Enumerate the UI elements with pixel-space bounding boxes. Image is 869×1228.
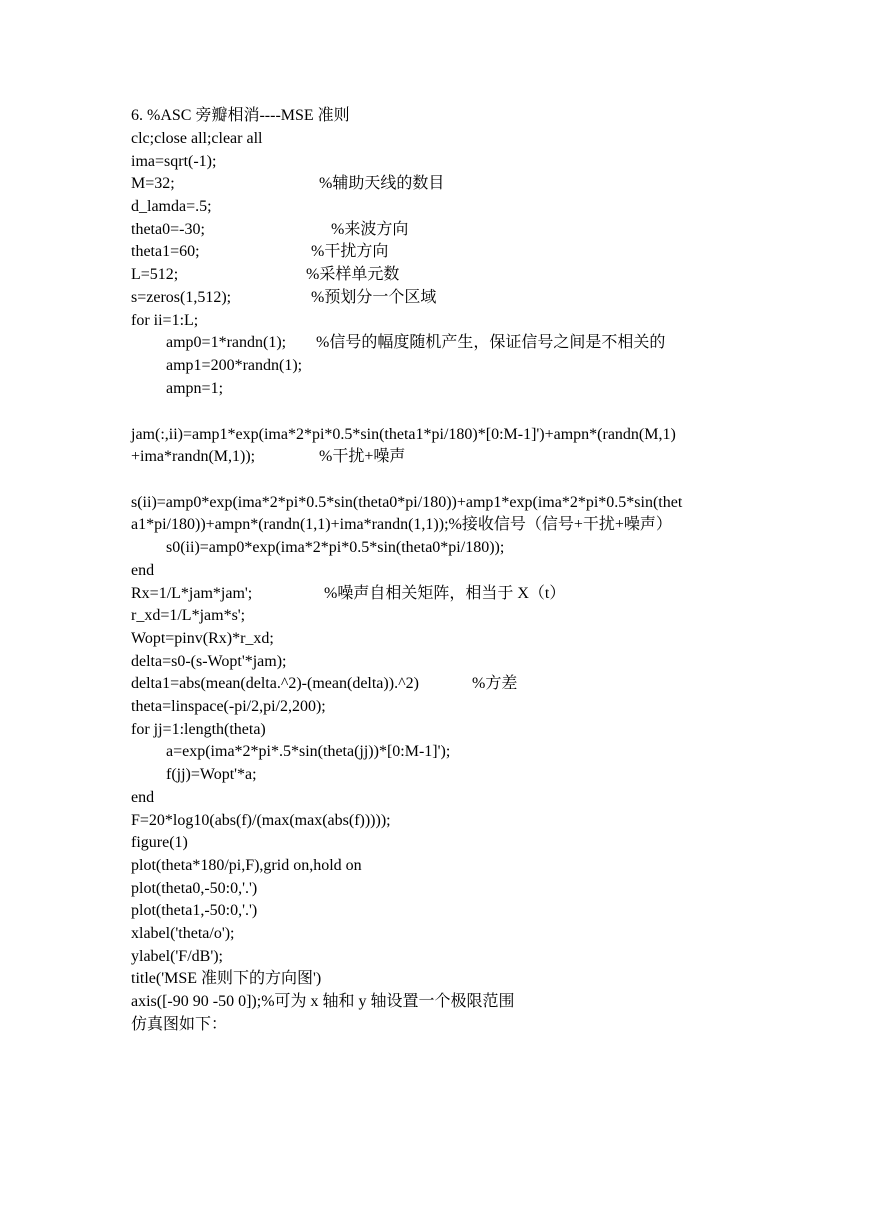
code-line (131, 492, 682, 514)
code-text: xlabel('theta/o'); (131, 925, 235, 942)
code-text: s(ii)=amp0*exp(ima*2*pi*0.5*sin(theta0*pi/180))+amp1*exp(ima*2*pi*0.5*sin(thet (131, 494, 683, 511)
code-text: for ii=1:L; (131, 312, 199, 329)
code-text: 6. %ASC 旁瓣相消----MSE 准则 (131, 107, 350, 124)
code-text: ima=sqrt(-1); (131, 153, 217, 170)
code-text: amp1=200*randn(1); (166, 357, 303, 374)
code-text: delta=s0-(s-Wopt'*jam); (131, 653, 287, 670)
code-text: 仿真图如下： (131, 1016, 228, 1033)
code-line (131, 219, 409, 241)
code-line (131, 560, 154, 582)
code-line (131, 583, 566, 605)
code-comment: %方差 (472, 675, 518, 692)
code-text: M=32; (131, 175, 175, 192)
code-line (131, 946, 223, 968)
code-line (131, 173, 445, 195)
code-text: d_lamda=.5; (131, 198, 212, 215)
code-text: plot(theta*180/pi,F),grid on,hold on (131, 857, 362, 874)
code-line (131, 991, 515, 1013)
code-line (131, 151, 216, 173)
code-text: plot(theta0,-50:0,'.') (131, 880, 258, 897)
code-line (131, 128, 262, 150)
code-text: theta1=60; (131, 243, 200, 260)
code-line (131, 241, 389, 263)
code-comment: %干扰+噪声 (319, 448, 406, 465)
code-line (131, 310, 198, 332)
caption-text (131, 1014, 227, 1036)
code-line (131, 424, 676, 446)
code-line (131, 514, 672, 536)
code-line (131, 923, 235, 945)
section-heading (131, 105, 350, 127)
code-text: end (131, 562, 155, 579)
code-text: for jj=1:length(theta) (131, 721, 266, 738)
code-text: +ima*randn(M,1)); (131, 448, 256, 465)
code-text: Wopt=pinv(Rx)*r_xd; (131, 630, 274, 647)
code-line (131, 446, 406, 468)
code-text: jam(:,ii)=amp1*exp(ima*2*pi*0.5*sin(theta1*pi/180)*[0:M-1]')+ampn*(randn(M,1) (131, 426, 676, 443)
code-text: r_xd=1/L*jam*s'; (131, 607, 246, 624)
code-text: a1*pi/180))+ampn*(randn(1,1)+ima*randn(1,1));%接收信号（信号+干扰+噪声） (131, 516, 672, 533)
code-text: end (131, 789, 155, 806)
code-text: Rx=1/L*jam*jam'; (131, 585, 253, 602)
code-line (131, 900, 257, 922)
code-line (166, 332, 666, 354)
code-line (131, 605, 245, 627)
code-text: a=exp(ima*2*pi*.5*sin(theta(jj))*[0:M-1]'); (166, 743, 451, 760)
code-line (131, 628, 274, 650)
code-line (131, 651, 286, 673)
code-text: axis([-90 90 -50 0]);%可为 x 轴和 y 轴设置一个极限范围 (131, 993, 515, 1010)
code-comment: %预划分一个区域 (311, 289, 437, 306)
code-text: title('MSE 准则下的方向图') (131, 970, 322, 987)
code-line (131, 264, 400, 286)
code-text: amp0=1*randn(1); (166, 334, 287, 351)
code-text: delta1=abs(mean(delta.^2)-(mean(delta)).^2) (131, 675, 419, 692)
code-comment: %采样单元数 (306, 266, 400, 283)
code-text: theta=linspace(-pi/2,pi/2,200); (131, 698, 326, 715)
code-text: s=zeros(1,512); (131, 289, 232, 306)
code-line (131, 673, 518, 695)
code-line (131, 719, 266, 741)
code-line (131, 696, 326, 718)
code-comment: %辅助天线的数目 (319, 175, 445, 192)
code-text: ylabel('F/dB'); (131, 948, 223, 965)
code-line (131, 787, 154, 809)
code-line (166, 537, 504, 559)
code-comment: %噪声自相关矩阵，相当于 X（t） (324, 585, 566, 602)
code-text: theta0=-30; (131, 221, 205, 238)
code-text: clc;close all;clear all (131, 130, 263, 147)
code-text: plot(theta1,-50:0,'.') (131, 902, 258, 919)
code-text: ampn=1; (166, 380, 224, 397)
code-text: figure(1) (131, 834, 188, 851)
code-line (166, 741, 450, 763)
code-line (166, 355, 302, 377)
code-line (131, 810, 391, 832)
code-line (131, 287, 437, 309)
code-text: L=512; (131, 266, 179, 283)
code-line (131, 968, 321, 990)
code-line (166, 764, 257, 786)
code-comment: %来波方向 (331, 221, 409, 238)
code-text: s0(ii)=amp0*exp(ima*2*pi*0.5*sin(theta0*pi/180)); (166, 539, 505, 556)
code-line (131, 878, 257, 900)
code-line (131, 855, 362, 877)
code-line (166, 378, 223, 400)
code-comment: %干扰方向 (311, 243, 389, 260)
code-line (131, 832, 188, 854)
code-text: F=20*log10(abs(f)/(max(max(abs(f))))); (131, 812, 391, 829)
code-text: f(jj)=Wopt'*a; (166, 766, 257, 783)
code-comment: %信号的幅度随机产生，保证信号之间是不相关的 (316, 334, 666, 351)
code-line (131, 196, 212, 218)
